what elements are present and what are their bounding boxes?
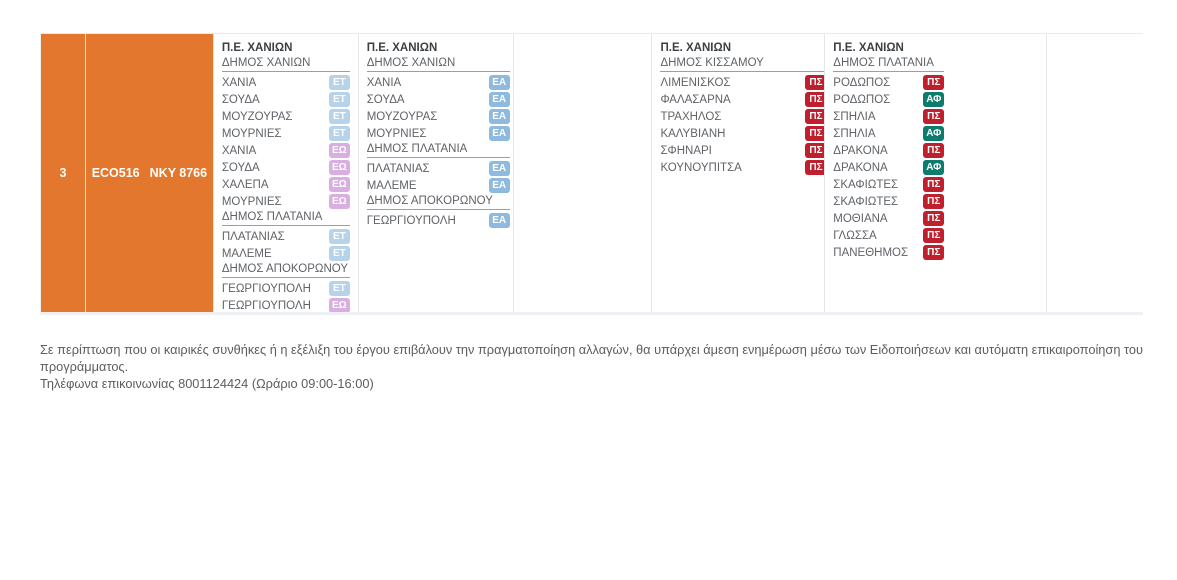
schedule-cell <box>825 34 1047 312</box>
place-name: ΣΠΗΛΙΑ <box>833 127 876 140</box>
schedule-item <box>833 244 944 261</box>
schedule-item <box>222 245 350 262</box>
municipality-header: ΔΗΜΟΣ ΑΠΟΚΟΡΩΝΟΥ <box>367 194 510 210</box>
region-header: Π.Ε. ΧΑΝΙΩΝ <box>660 42 731 54</box>
schedule-item <box>833 91 944 108</box>
place-name: ΧΑΛΕΠΑ <box>221 178 269 191</box>
place-name: ΓΕΩΡΓΙΟΥΠΟΛΗ <box>366 214 456 227</box>
schedule-item <box>367 74 510 91</box>
place-name: ΣΟΥΔΑ <box>366 93 405 106</box>
region-header: Π.Ε. ΧΑΝΙΩΝ <box>833 42 904 54</box>
place-name: ΠΛΑΤΑΝΙΑΣ <box>366 162 430 175</box>
place-name: ΣΚΑΦΙΩΤΕΣ <box>833 195 899 208</box>
status-badge: ΠΣ <box>923 211 944 226</box>
status-badge: ΕΑ <box>489 109 510 124</box>
vehicle-plate <box>92 166 207 180</box>
place-name: ΠΛΑΤΑΝΙΑΣ <box>221 230 285 243</box>
schedule-item <box>222 74 350 91</box>
status-badge: ΠΣ <box>923 143 944 158</box>
schedule-item <box>833 108 944 125</box>
status-badge: ΠΣ <box>805 109 825 124</box>
vehicle-code: ECO516 <box>91 166 140 180</box>
status-badge: ΠΣ <box>805 75 825 90</box>
schedule-item <box>833 74 944 91</box>
place-name: ΜΟΥΡΝΙΕΣ <box>221 127 282 140</box>
schedule-item <box>367 177 510 194</box>
status-badge: ΕΑ <box>489 178 510 193</box>
status-badge: ΕΤ <box>329 92 350 107</box>
status-badge: ΠΣ <box>923 245 944 260</box>
row-number-cell <box>41 34 86 312</box>
municipality-header: ΔΗΜΟΣ ΠΛΑΤΑΝΙΑ <box>833 56 944 72</box>
place-name: ΜΟΥΖΟΥΡΑΣ <box>221 110 293 123</box>
schedule-item <box>833 227 944 244</box>
place-name: ΧΑΝΙΑ <box>221 144 257 157</box>
place-name: ΔΡΑΚΟΝΑ <box>833 144 888 157</box>
status-badge: ΕΩ <box>329 143 350 158</box>
cell-content <box>367 41 510 229</box>
place-name: ΠΑΝΕΘΗΜΟΣ <box>833 246 909 259</box>
place-name: ΡΟΔΩΠΟΣ <box>833 76 891 89</box>
schedule-item <box>222 91 350 108</box>
place-name: ΣΠΗΛΙΑ <box>833 110 876 123</box>
place-name: ΣΚΑΦΙΩΤΕΣ <box>833 178 899 191</box>
schedule-item <box>660 125 825 142</box>
status-badge: ΕΩ <box>329 177 350 192</box>
place-name: ΡΟΔΩΠΟΣ <box>833 93 891 106</box>
status-badge: ΕΑ <box>489 126 510 141</box>
region-header: Π.Ε. ΧΑΝΙΩΝ <box>366 42 438 54</box>
footer-line-2: Τηλέφωνα επικοινωνίας 8001124424 (Ωράριο 09:00-16:00) <box>40 376 374 391</box>
schedule-item <box>222 108 350 125</box>
status-badge: ΕΑ <box>489 213 510 228</box>
status-badge: ΠΣ <box>923 75 944 90</box>
schedule-item <box>367 212 510 229</box>
status-badge: ΑΦ <box>923 92 944 107</box>
schedule-table <box>40 33 1143 315</box>
footer-note <box>40 341 1177 392</box>
schedule-cell <box>652 34 825 312</box>
status-badge: ΕΩ <box>329 298 350 312</box>
schedule-item <box>222 159 350 176</box>
status-badge: ΕΤ <box>329 75 350 90</box>
schedule-cell <box>359 34 514 312</box>
place-name: ΜΑΛΕΜΕ <box>366 179 417 192</box>
place-name: ΓΕΩΡΓΙΟΥΠΟΛΗ <box>221 282 311 295</box>
region-header: Π.Ε. ΧΑΝΙΩΝ <box>221 42 293 54</box>
place-name: ΜΑΛΕΜΕ <box>221 247 272 260</box>
schedule-item <box>833 159 944 176</box>
place-name: ΣΟΥΔΑ <box>221 161 260 174</box>
schedule-item <box>367 91 510 108</box>
schedule-item <box>833 142 944 159</box>
schedule-item <box>222 228 350 245</box>
schedule-item <box>833 193 944 210</box>
vehicle-cell <box>86 34 214 312</box>
schedule-item <box>660 91 825 108</box>
status-badge: ΕΤ <box>329 229 350 244</box>
place-name: ΜΟΥΖΟΥΡΑΣ <box>366 110 438 123</box>
schedule-item <box>367 125 510 142</box>
status-badge: ΕΤ <box>329 126 350 141</box>
status-badge: ΕΑ <box>489 161 510 176</box>
cell-content <box>222 41 350 312</box>
schedule-item <box>833 210 944 227</box>
status-badge: ΠΣ <box>805 126 825 141</box>
status-badge: ΕΩ <box>329 194 350 209</box>
schedule-item <box>222 142 350 159</box>
cell-content <box>660 41 825 176</box>
place-name: ΚΟΥΝΟΥΠΙΤΣΑ <box>660 161 742 174</box>
place-name: ΓΕΩΡΓΙΟΥΠΟΛΗ <box>221 299 311 312</box>
status-badge: ΠΣ <box>923 228 944 243</box>
place-name: ΔΡΑΚΟΝΑ <box>833 161 888 174</box>
schedule-item <box>222 280 350 297</box>
place-name: ΣΟΥΔΑ <box>221 93 260 106</box>
status-badge: ΠΣ <box>923 177 944 192</box>
place-name: ΦΑΛΑΣΑΡΝΑ <box>660 93 731 106</box>
schedule-item <box>367 108 510 125</box>
schedule-cell <box>1047 34 1143 312</box>
municipality-header: ΔΗΜΟΣ ΠΛΑΤΑΝΙΑ <box>222 210 350 226</box>
cell-content <box>833 41 944 261</box>
schedule-cell <box>214 34 359 312</box>
municipality-header: ΔΗΜΟΣ ΠΛΑΤΑΝΙΑ <box>367 142 510 158</box>
municipality-header: ΔΗΜΟΣ ΑΠΟΚΟΡΩΝΟΥ <box>222 262 350 278</box>
place-name: ΜΟΘΙΑΝΑ <box>833 212 888 225</box>
schedule-item <box>367 160 510 177</box>
row-number: 3 <box>59 166 67 180</box>
schedule-item <box>660 108 825 125</box>
place-name: ΛΙΜΕΝΙΣΚΟΣ <box>660 76 731 89</box>
schedule-item <box>660 142 825 159</box>
status-badge: ΠΣ <box>923 109 944 124</box>
schedule-item <box>222 176 350 193</box>
status-badge: ΕΑ <box>489 92 510 107</box>
place-name: ΓΛΩΣΣΑ <box>833 229 877 242</box>
schedule-cell <box>514 34 653 312</box>
place-name: ΣΦΗΝΑΡΙ <box>660 144 712 157</box>
place-name: ΜΟΥΡΝΙΕΣ <box>366 127 427 140</box>
status-badge: ΑΦ <box>923 126 944 141</box>
schedule-item <box>222 193 350 210</box>
municipality-header: ΔΗΜΟΣ ΚΙΣΣΑΜΟΥ <box>660 56 825 72</box>
status-badge: ΠΣ <box>805 160 825 175</box>
municipality-header: ΔΗΜΟΣ ΧΑΝΙΩΝ <box>222 56 350 72</box>
status-badge: ΕΤ <box>329 246 350 261</box>
status-badge: ΕΩ <box>329 160 350 175</box>
status-badge: ΑΦ <box>923 160 944 175</box>
status-badge: ΠΣ <box>923 194 944 209</box>
place-name: ΜΟΥΡΝΙΕΣ <box>221 195 282 208</box>
place-name: ΧΑΝΙΑ <box>221 76 257 89</box>
place-name: ΤΡΑΧΗΛΟΣ <box>660 110 722 123</box>
vehicle-registration: NKY 8766 <box>149 166 208 180</box>
status-badge: ΠΣ <box>805 143 825 158</box>
schedule-item <box>660 159 825 176</box>
place-name: ΚΑΛΥΒΙΑΝΗ <box>660 127 726 140</box>
status-badge: ΕΤ <box>329 281 350 296</box>
footer-line-1: Σε περίπτωση που οι καιρικές συνθήκες ή η εξέλιξη του έργου επιβάλουν την πραγματοποίηση αλλαγών, θα υπάρχει άμεση ενημέρωση μέσω των Ειδοποιήσεων και αυτόματη επικαιροποίηση του προγράμματος. <box>40 342 1143 374</box>
status-badge: ΕΑ <box>489 75 510 90</box>
status-badge: ΠΣ <box>805 92 825 107</box>
place-name: ΧΑΝΙΑ <box>366 76 402 89</box>
schedule-item <box>833 125 944 142</box>
schedule-item <box>222 297 350 312</box>
schedule-item <box>222 125 350 142</box>
status-badge: ΕΤ <box>329 109 350 124</box>
municipality-header: ΔΗΜΟΣ ΧΑΝΙΩΝ <box>367 56 510 72</box>
schedule-item <box>660 74 825 91</box>
schedule-item <box>833 176 944 193</box>
